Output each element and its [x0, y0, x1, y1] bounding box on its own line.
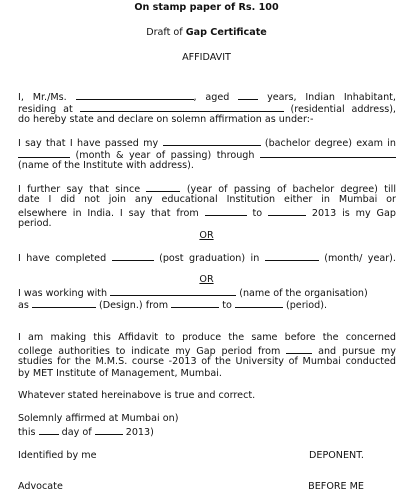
blank-organisation — [110, 286, 236, 296]
para6-line1 — [18, 332, 396, 344]
text: Solemnly affirmed at Mumbai on) — [18, 413, 179, 424]
solemn-line1 — [18, 413, 396, 425]
advocate-label: Advocate — [18, 481, 63, 492]
text: I have completed — [18, 253, 107, 264]
blank-institute — [260, 148, 396, 158]
para4-line1 — [18, 251, 396, 265]
footer-line1 — [18, 450, 396, 462]
text: date I did not join any educational Institution either in Mumbai or — [18, 194, 396, 205]
blank-work-to — [235, 298, 283, 308]
draft-title-line — [0, 27, 413, 39]
stamp-paper-line — [0, 2, 413, 14]
text: (month/ year). — [324, 253, 396, 264]
solemn-line2 — [18, 425, 396, 439]
text: (residential address), — [290, 104, 396, 115]
or-label: OR — [199, 274, 214, 285]
blank-address — [80, 102, 284, 112]
or-label: OR — [199, 230, 214, 241]
text: and pursue my — [318, 346, 396, 357]
text: this — [18, 427, 36, 438]
text: 2013 is my Gap — [311, 208, 396, 219]
text: studies for the M.M.S. course -2013 of the University of Mumbai conducted — [18, 356, 396, 367]
blank-designation — [32, 298, 96, 308]
text: (year of passing of bachelor degree) till — [186, 184, 396, 195]
para6-line3 — [18, 356, 396, 368]
text: I further say that since — [18, 184, 141, 195]
text: do hereby state and declare on solemn affirmation as under:- — [18, 114, 314, 125]
blank-passing — [18, 148, 70, 158]
text: Whatever stated hereinabove is true and correct. — [18, 390, 256, 401]
text: I was working with — [18, 288, 108, 299]
text: college authorities to indicate my Gap period from — [18, 346, 281, 357]
draft-prefix: Draft of — [146, 27, 186, 38]
blank-work-from — [171, 298, 219, 308]
before-me-label: BEFORE ME — [308, 481, 364, 492]
blank-from — [205, 206, 247, 216]
blank-to — [268, 206, 306, 216]
text: (period). — [285, 300, 328, 311]
text: elsewhere in India. I say that from — [18, 208, 199, 219]
text: day of — [61, 427, 92, 438]
text: , aged — [193, 92, 230, 103]
blank-month — [95, 425, 123, 435]
stamp-amount: Rs. 100 — [238, 2, 279, 13]
text: period. — [18, 218, 52, 229]
para2-line3 — [18, 160, 396, 172]
text: years, Indian Inhabitant, — [267, 92, 396, 103]
blank-year — [146, 182, 180, 192]
affidavit-label: AFFIDAVIT — [182, 52, 231, 63]
footer-line2 — [18, 481, 396, 493]
blank-pg — [112, 251, 154, 261]
deponent-label: DEPONENT. — [309, 450, 364, 461]
text: by MET Institute of Management, Mumbai. — [18, 368, 222, 379]
para5-line2 — [18, 298, 396, 312]
para6-line4 — [18, 368, 396, 380]
blank-month-year — [265, 251, 319, 261]
blank-name — [76, 90, 194, 100]
stamp-prefix: On stamp paper of — [134, 2, 239, 13]
identified-label: Identified by me — [18, 450, 97, 461]
blank-degree — [163, 136, 261, 146]
text: 2013) — [125, 427, 154, 438]
text: (bachelor degree) exam in — [264, 138, 396, 149]
text: I say that I have passed my — [18, 138, 159, 149]
text: (name of the organisation) — [239, 288, 368, 299]
para3-line2 — [18, 194, 396, 206]
text: residing at — [18, 104, 73, 115]
text: to — [222, 300, 232, 311]
or-separator-1 — [0, 230, 413, 242]
text: (name of the Institute with address). — [18, 160, 194, 171]
text: as — [18, 300, 29, 311]
blank-age — [238, 90, 258, 100]
or-separator-2 — [0, 274, 413, 286]
blank-day — [39, 425, 59, 435]
draft-title: Gap Certificate — [185, 27, 267, 38]
text: I, Mr./Ms. — [18, 92, 67, 103]
text: (month & year of passing) through — [75, 150, 255, 161]
blank-gap-period — [286, 344, 312, 354]
text: (post graduation) in — [159, 253, 260, 264]
affidavit-heading — [0, 52, 413, 64]
para1-line3 — [18, 114, 396, 126]
text: to — [252, 208, 263, 219]
para7-line — [18, 390, 396, 402]
text: I am making this Affidavit to produce the same before the concerned — [18, 332, 396, 343]
para3-line4 — [18, 218, 396, 230]
text: (Design.) from — [99, 300, 169, 311]
